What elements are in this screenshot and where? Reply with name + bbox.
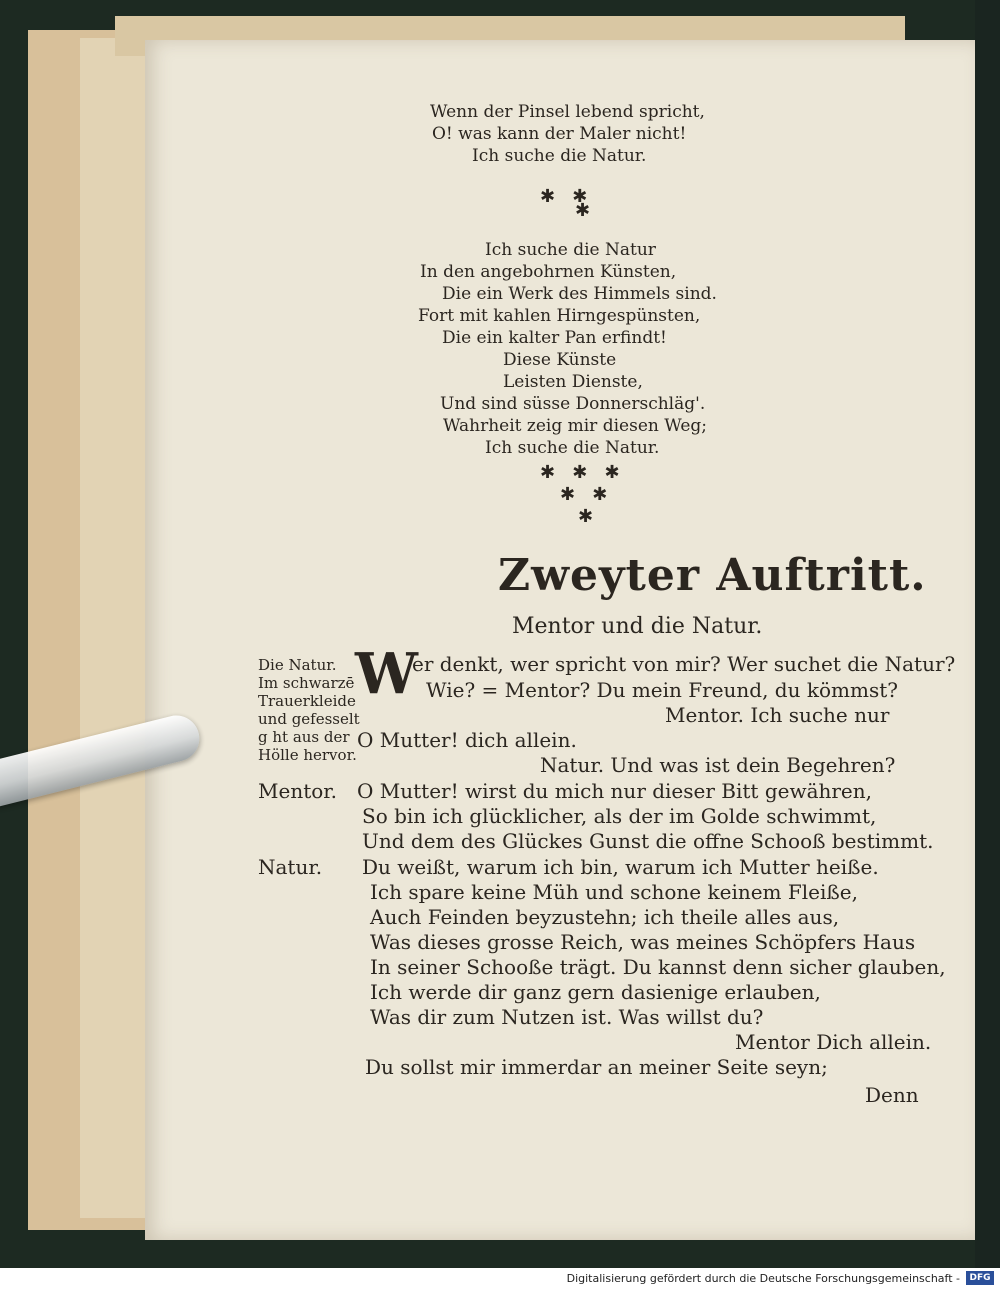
ornament-stars: ✱ ✱	[560, 484, 608, 505]
verse-line: Fort mit kahlen Hirngespünsten,	[418, 306, 701, 326]
speaker-mentor: Mentor.	[258, 779, 337, 803]
ornament-star: ✱	[578, 506, 594, 527]
ornament-star: ✱	[575, 200, 591, 221]
dialogue-line: Natur. Und was ist dein Begehren?	[540, 753, 896, 777]
verse-line: Ich suche die Natur	[485, 240, 656, 260]
catchword: Denn	[865, 1083, 919, 1107]
dialogue-line: Mentor Dich allein.	[735, 1030, 932, 1054]
dfg-logo-icon: DFG	[966, 1271, 994, 1285]
margin-note: Im schwarzē	[258, 674, 355, 692]
margin-note: Trauerkleide	[258, 692, 356, 710]
dialogue-line: Du sollst mir immerdar an meiner Seite seyn;	[365, 1055, 828, 1079]
ornament-stars: ✱ ✱ ✱	[540, 462, 620, 483]
verse-line: Wenn der Pinsel lebend spricht,	[430, 102, 705, 122]
scene-subtitle: Mentor und die Natur.	[512, 614, 763, 639]
dialogue-line: O Mutter! wirst du mich nur dieser Bitt gewähren,	[357, 779, 873, 803]
verse-line: Und sind süsse Donnerschläg'.	[440, 394, 706, 414]
verse-line: Ich suche die Natur.	[485, 438, 660, 458]
margin-note: Hölle hervor.	[258, 746, 357, 764]
footer-credit: Digitalisierung gefördert durch die Deutsche Forschungsgemeinschaft -	[566, 1272, 960, 1285]
drop-cap: W	[355, 641, 418, 707]
margin-note: Die Natur.	[258, 656, 337, 674]
background-right	[975, 0, 1000, 1290]
verse-line: Diese Künste	[503, 350, 617, 370]
verse-line: O! was kann der Maler nicht!	[432, 124, 687, 144]
dialogue-line: er denkt, wer spricht von mir? Wer suchet die Natur?	[412, 652, 956, 676]
dialogue-line: Was dir zum Nutzen ist. Was willst du?	[370, 1005, 764, 1029]
verse-line: Die ein Werk des Himmels sind.	[442, 284, 717, 304]
verse-line: In den angebohrnen Künsten,	[420, 262, 677, 282]
dialogue-line: Ich werde dir ganz gern dasienige erlauben,	[370, 980, 821, 1004]
verse-line: Wahrheit zeig mir diesen Weg;	[443, 416, 707, 436]
dialogue-line: Du weißt, warum ich bin, warum ich Mutter heiße.	[362, 855, 879, 879]
verse-line: Leisten Dienste,	[503, 372, 643, 392]
dialogue-line: Ich spare keine Müh und schone keinem Fleiße,	[370, 880, 858, 904]
dialogue-line: So bin ich glücklicher, als der im Golde schwimmt,	[362, 804, 877, 828]
dialogue-line: Was dieses grosse Reich, was meines Schöpfers Haus	[370, 930, 916, 954]
ornament-stars: ✱ ✱	[540, 186, 588, 207]
margin-note: g ht aus der	[258, 728, 350, 746]
margin-note: und gefesselt	[258, 710, 360, 728]
verse-line: Die ein kalter Pan erfindt!	[442, 328, 667, 348]
dialogue-line: Auch Feinden beyzustehn; ich theile alles aus,	[370, 905, 840, 929]
dialogue-line: Und dem des Glückes Gunst die offne Schooß bestimmt.	[362, 829, 934, 853]
dialogue-line: Wie? = Mentor? Du mein Freund, du kömmst?	[426, 678, 898, 702]
dialogue-line: Mentor. Ich suche nur	[665, 703, 890, 727]
verse-line: Ich suche die Natur.	[472, 146, 647, 166]
dialogue-line: In seiner Schooße trägt. Du kannst denn sicher glauben,	[370, 955, 946, 979]
scene-title: Zweyter Auftritt.	[498, 550, 927, 601]
dialogue-line: O Mutter! dich allein.	[357, 728, 577, 752]
speaker-natur: Natur.	[258, 855, 323, 879]
